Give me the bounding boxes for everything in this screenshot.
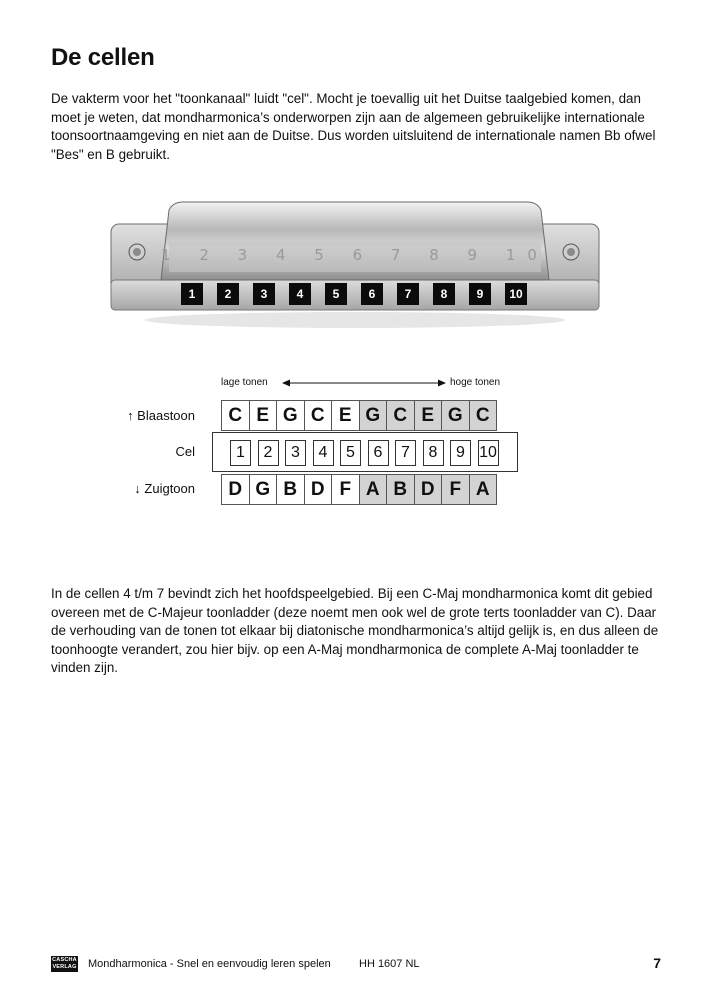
- note-cell: C: [304, 400, 333, 431]
- harmonica-hole-row: [181, 283, 536, 305]
- note-cell: D: [414, 474, 443, 505]
- footer-code: HH 1607 NL: [359, 958, 420, 970]
- hole-number: 1: [181, 283, 203, 305]
- hole-number: 7: [397, 283, 419, 305]
- hole-number: 6: [361, 283, 383, 305]
- cell-number: 9: [450, 440, 471, 466]
- intro-paragraph: De vakterm voor het "toonkanaal" luidt "cel". Mocht je toevallig uit het Duitse taalgebied komen, dan moet je weten, dat mondharmonica’s onderworpen zijn aan de algemeen gebruikelijke internationale toonsoortnaamgeving en niet aan de Duitse. Dus worden uitsluitend de internationale namen Bb ofwel "Bes" en B gebruikt.: [51, 91, 656, 162]
- high-tones-label: hoge tonen: [450, 377, 501, 388]
- note-cell: G: [441, 400, 470, 431]
- footer-book-title: Mondharmonica - Snel en eenvoudig leren spelen: [88, 958, 331, 970]
- note-chart: [0, 370, 707, 520]
- page-number: 7: [653, 955, 661, 971]
- note-cell: B: [386, 474, 415, 505]
- note-cell: D: [304, 474, 333, 505]
- publisher-logo: [51, 956, 78, 972]
- cell-number: 1: [230, 440, 251, 466]
- note-cell: C: [221, 400, 250, 431]
- hole-number: 8: [433, 283, 455, 305]
- note-cell: F: [331, 474, 360, 505]
- note-cell: C: [469, 400, 498, 431]
- cell-number: 4: [313, 440, 334, 466]
- harmonica-illustration: [109, 196, 601, 330]
- note-cell: A: [359, 474, 388, 505]
- cell-number: 5: [340, 440, 361, 466]
- cell-number: 7: [395, 440, 416, 466]
- draw-row-label: ↓ Zuigtoon: [134, 481, 195, 496]
- low-tones-label: lage tonen: [221, 377, 268, 388]
- note-cell: C: [386, 400, 415, 431]
- page-footer: [51, 955, 661, 975]
- note-cell: E: [249, 400, 278, 431]
- cell-number: 10: [478, 440, 499, 466]
- cover-engraving: 1 2 3 4 5 6 7 8 9 10: [161, 246, 549, 264]
- hole-number: 2: [217, 283, 239, 305]
- cell-numbers-frame: [212, 432, 518, 472]
- hole-number: 9: [469, 283, 491, 305]
- blow-row-label: ↑ Blaastoon: [127, 408, 195, 423]
- body-paragraph: In de cellen 4 t/m 7 bevindt zich het hoofdspeelgebied. Bij een C-Maj mondharmonica komt dit gebied overeen met de C-Majeur toonladder (deze noemt men ook wel de grote terts toonladder van C). Daar de verhouding van de tonen tot elkaar bij diatonische mondharmonica’s altijd gelijk is, en dus alleen de toonhoogte verandert, zou hier bijv. op een A-Maj mondharmonica de complete A-Maj toonladder te vinden zijn.: [51, 586, 659, 675]
- note-cell: F: [441, 474, 470, 505]
- draw-notes-row: [222, 474, 497, 505]
- cell-number: 6: [368, 440, 389, 466]
- hole-number: 10: [505, 283, 527, 305]
- note-cell: B: [276, 474, 305, 505]
- note-cell: G: [359, 400, 388, 431]
- note-cell: A: [469, 474, 498, 505]
- note-cell: G: [276, 400, 305, 431]
- page-title: De cellen: [51, 44, 155, 71]
- cell-row-label: Cel: [175, 444, 195, 459]
- cell-number: 2: [258, 440, 279, 466]
- hole-number: 4: [289, 283, 311, 305]
- note-cell: E: [331, 400, 360, 431]
- note-cell: D: [221, 474, 250, 505]
- note-cell: G: [249, 474, 278, 505]
- logo-line: CASCHA: [52, 957, 77, 963]
- cell-number: 8: [423, 440, 444, 466]
- hole-number: 5: [325, 283, 347, 305]
- logo-line: VERLAG: [52, 964, 77, 970]
- range-arrow: [282, 378, 446, 388]
- cell-number: 3: [285, 440, 306, 466]
- harmonica-drawing: [109, 196, 601, 330]
- hole-number: 3: [253, 283, 275, 305]
- blow-notes-row: [222, 400, 497, 431]
- note-cell: E: [414, 400, 443, 431]
